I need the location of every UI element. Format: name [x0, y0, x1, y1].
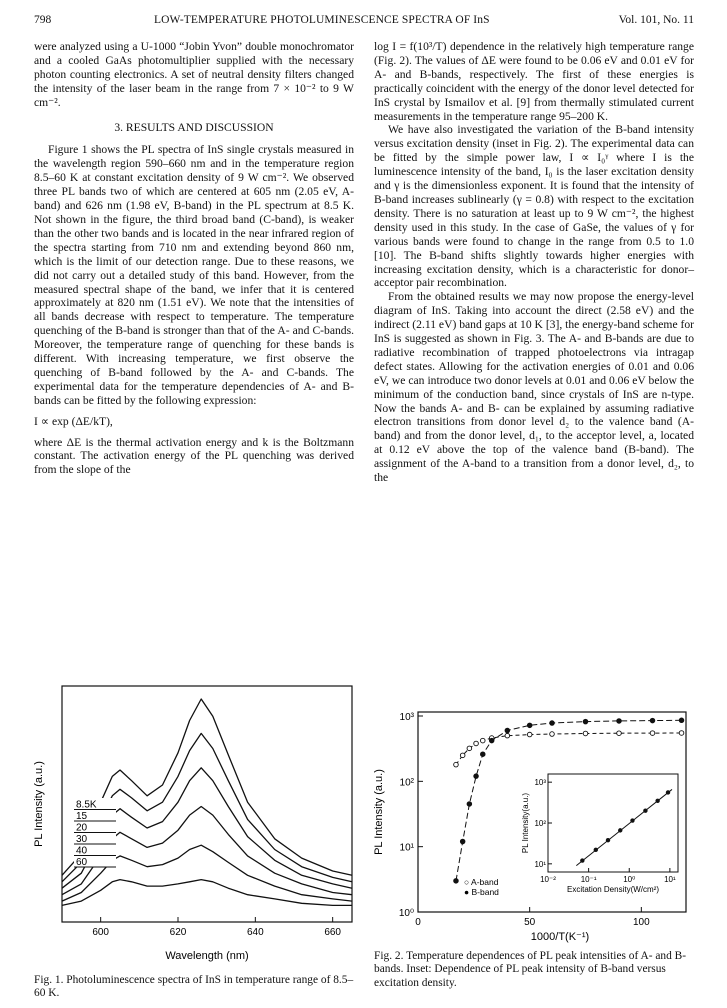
a-band-point	[679, 731, 684, 736]
inset-x-tick-label: 10⁰	[623, 875, 636, 884]
legend-b-band: ● B-band	[464, 887, 499, 897]
running-header	[34, 14, 694, 30]
right-column	[374, 40, 694, 485]
y-tick-label: 10³	[399, 712, 414, 723]
x-tick-label: 600	[92, 927, 110, 938]
figure-2-caption: Fig. 2. Temperature dependences of PL peak intensities of A- and B-bands. Inset: Dependence of PL peak intensity of B-band versus excitation density.	[374, 950, 687, 989]
inset-y-tick-label: 10³	[534, 778, 546, 788]
inset-b-band-point	[606, 838, 610, 842]
paragraph: were analyzed using a U-1000 “Jobin Yvon” double monochromator and a cooled GaAs photomultiplier supplied with the necessary photon counting electronics. A set of neutral density filters changed the intensity of the laser beam in the range from 7 × 10⁻² to 9 W cm⁻².	[34, 40, 354, 109]
inset-x-tick-label: 10¹	[664, 875, 676, 884]
b-band-point	[489, 738, 494, 743]
x-tick-label: 660	[324, 927, 342, 938]
x-tick-label: 620	[169, 927, 187, 938]
inset-frame	[548, 774, 678, 872]
inset-b-band-point	[594, 848, 598, 852]
y-axis-label: PL Intensity (a.u.)	[33, 761, 45, 847]
legend-label: 60	[76, 857, 88, 868]
inset-y-tick-label: 10²	[534, 819, 546, 828]
section-heading: 3. RESULTS AND DISCUSSION	[114, 120, 274, 134]
volume-info: Vol. 101, No. 11	[618, 14, 694, 26]
y-axis-label: PL Intensity (a.u.)	[373, 769, 385, 855]
a-band-point	[480, 738, 485, 743]
b-band-point	[583, 719, 588, 724]
y-tick-label: 10²	[399, 777, 414, 789]
paragraph: log I = f(10³/T) dependence in the relatively high temperature range (Fig. 2). The values of ΔE were found to be 0.06 eV and 0.01 eV for A- and B-bands, respectively. The first of these energies is practically coincident with the energy of the donor level detected for InS crystal by Ismailov et al. [9] from thermally stimulated current measurements in the temperature range 95–200 K.	[374, 40, 694, 123]
x-axis-label: Wavelength (nm)	[165, 950, 249, 962]
legend-label: 15	[76, 811, 88, 822]
inset-b-band-point	[643, 809, 647, 813]
left-column	[34, 40, 354, 477]
equation: I ∝ exp (ΔE/kT),	[34, 414, 113, 428]
inset-x-tick-label: 10⁻²	[540, 875, 556, 884]
a-band-point	[505, 733, 510, 738]
legend-label: 30	[76, 834, 88, 845]
b-band-point	[679, 718, 684, 723]
legend-label: 8.5K	[76, 799, 97, 811]
a-band-point	[474, 741, 479, 746]
legend-label: 20	[76, 822, 88, 834]
inset-b-band-point	[618, 828, 622, 832]
a-band-point	[460, 753, 465, 758]
b-band-point	[527, 723, 532, 728]
x-axis-label: 1000/T(K⁻¹)	[530, 931, 590, 943]
a-band-point	[617, 731, 622, 736]
x-tick-label: 0	[415, 917, 421, 928]
legend-a-band: ○ A-band	[464, 877, 499, 887]
b-band-point	[650, 718, 655, 723]
b-band-point	[454, 879, 459, 884]
page-number: 798	[34, 14, 52, 26]
figure-1-caption: Fig. 1. Photoluminescence spectra of InS in temperature range of 8.5–60 K.	[34, 974, 354, 1000]
y-tick-label: 10⁰	[398, 908, 414, 919]
a-band-point	[550, 732, 555, 737]
a-band-point	[583, 731, 588, 736]
temperature-legend	[74, 798, 116, 868]
b-band-point	[467, 802, 472, 807]
a-band-point	[467, 746, 472, 751]
b-band-point	[550, 721, 555, 726]
figure-1-pl-spectra	[24, 680, 364, 970]
inset-b-band-point	[666, 790, 670, 794]
a-band-point	[527, 732, 532, 737]
legend-label: 40	[76, 845, 88, 857]
x-tick-label: 100	[632, 917, 650, 928]
b-band-point	[480, 752, 485, 757]
inset-y-tick-label: 10¹	[534, 859, 546, 869]
x-ticks	[92, 917, 341, 938]
paragraph: Figure 1 shows the PL spectra of InS single crystals measured in the wavelength region 590–660 nm and in the temperature region 8.5–60 K at constant excitation density of 9 W cm⁻². We observed three PL bands two of which are centered at 605 nm (2.05 eV, A-band) and 626 nm (1.98 eV, B-band) in the PL spectrum at 8.5 K. Not shown in the figure, the third broad band (C-band), is weaker than the other two bands and is located in the near infrared region of the spectra starting from 710 nm and extending beyond 860 nm, which is the limit of our detection range. Due to these reasons, we did not carry out a detailed study of this band. However, from the measured spectral shape of the band, we infer that it is centered approximately at 820 nm (1.51 eV). We note that the intensities of all bands decrease with respect to temperature. The temperature quenching of the B-band is stronger than that of the A- and C-bands. Moreover, the temperature range of quenching for these bands is different. With increasing temperature, we first observe the quenching of B-band followed by the A- and C-bands. The experimental data for the temperature dependencies of A- and B-bands can be fitted by the following expression:	[34, 143, 354, 407]
x-tick-label: 50	[524, 917, 536, 928]
b-band-point	[617, 719, 622, 724]
running-title: LOW-TEMPERATURE PHOTOLUMINESCENCE SPECTRA OF InS	[154, 14, 490, 26]
paragraph: From the obtained results we may now propose the energy-level diagram of InS. Taking into account the direct (2.58 eV) and the indirect (2.11 eV) band gaps at 10 K [3], the energy-band scheme for InS is suggested as shown in Fig. 3. The A- and B-bands are due to radiative recombination of trapped photoelectrons via intragap defect states. Allowing for the activation energies of 0.01 and 0.06 eV, we can introduce two donor levels at 0.01 and 0.06 eV below the minimum of the conduction band, since crystals of InS are n-type. Now the bands A- and B- can be explained by assuming radiative electron transitions from donor level d₂ to the valence band (A-band) and from the donor level, d₁, to the acceptor level, a, located at 0.12 eV above the top of the valence band (B-band). The assignment of the A-band to a transition from a donor level, d₂, to the	[374, 290, 695, 485]
inset-b-band-point	[580, 858, 584, 862]
paragraph: We have also investigated the variation of the B-band intensity versus excitation density (inset in Fig. 2). The experimental data can be fitted by the simple power law, I ∝ I₀ᵞ where I is the luminescence intensity of the band, I₀ is the laser excitation density and γ is the dimensionless exponent. It is found that the intensity of B-band increases sublinearly (γ = 0.8) with respect to the excitation density. There is no saturation at least up to 9 W cm⁻², the highest density used in this study. In the case of GaSe, the values of γ for various bands were found to change in the range from 0.5 to 1.0 [10]. The B-band shifts slightly towards higher energies with increasing excitation density, which is a characteristic for donor–acceptor pair recombination.	[374, 123, 694, 290]
inset-plot	[521, 774, 678, 894]
inset-x-tick-label: 10⁻¹	[580, 875, 597, 884]
paragraph: where ΔE is the thermal activation energy and k is the Boltzmann constant. The activation energy of the PL quenching was derived from the slope of the	[34, 435, 354, 477]
x-tick-label: 640	[246, 927, 264, 938]
a-band-point	[650, 731, 655, 736]
inset-b-band-point	[630, 818, 634, 822]
b-band-point	[505, 728, 510, 733]
a-band-point	[454, 762, 459, 767]
inset-y-axis-label: PL Intensity(a.u.)	[521, 792, 530, 854]
y-tick-label: 10¹	[399, 842, 414, 854]
inset-x-axis-label: Excitation Density(W/cm²)	[566, 885, 660, 894]
figure-2-temperature-dependence	[370, 700, 695, 945]
inset-b-band-point	[655, 799, 659, 803]
b-band-point	[474, 774, 479, 779]
spectrum-curve	[62, 880, 352, 906]
b-band-point	[460, 839, 465, 844]
